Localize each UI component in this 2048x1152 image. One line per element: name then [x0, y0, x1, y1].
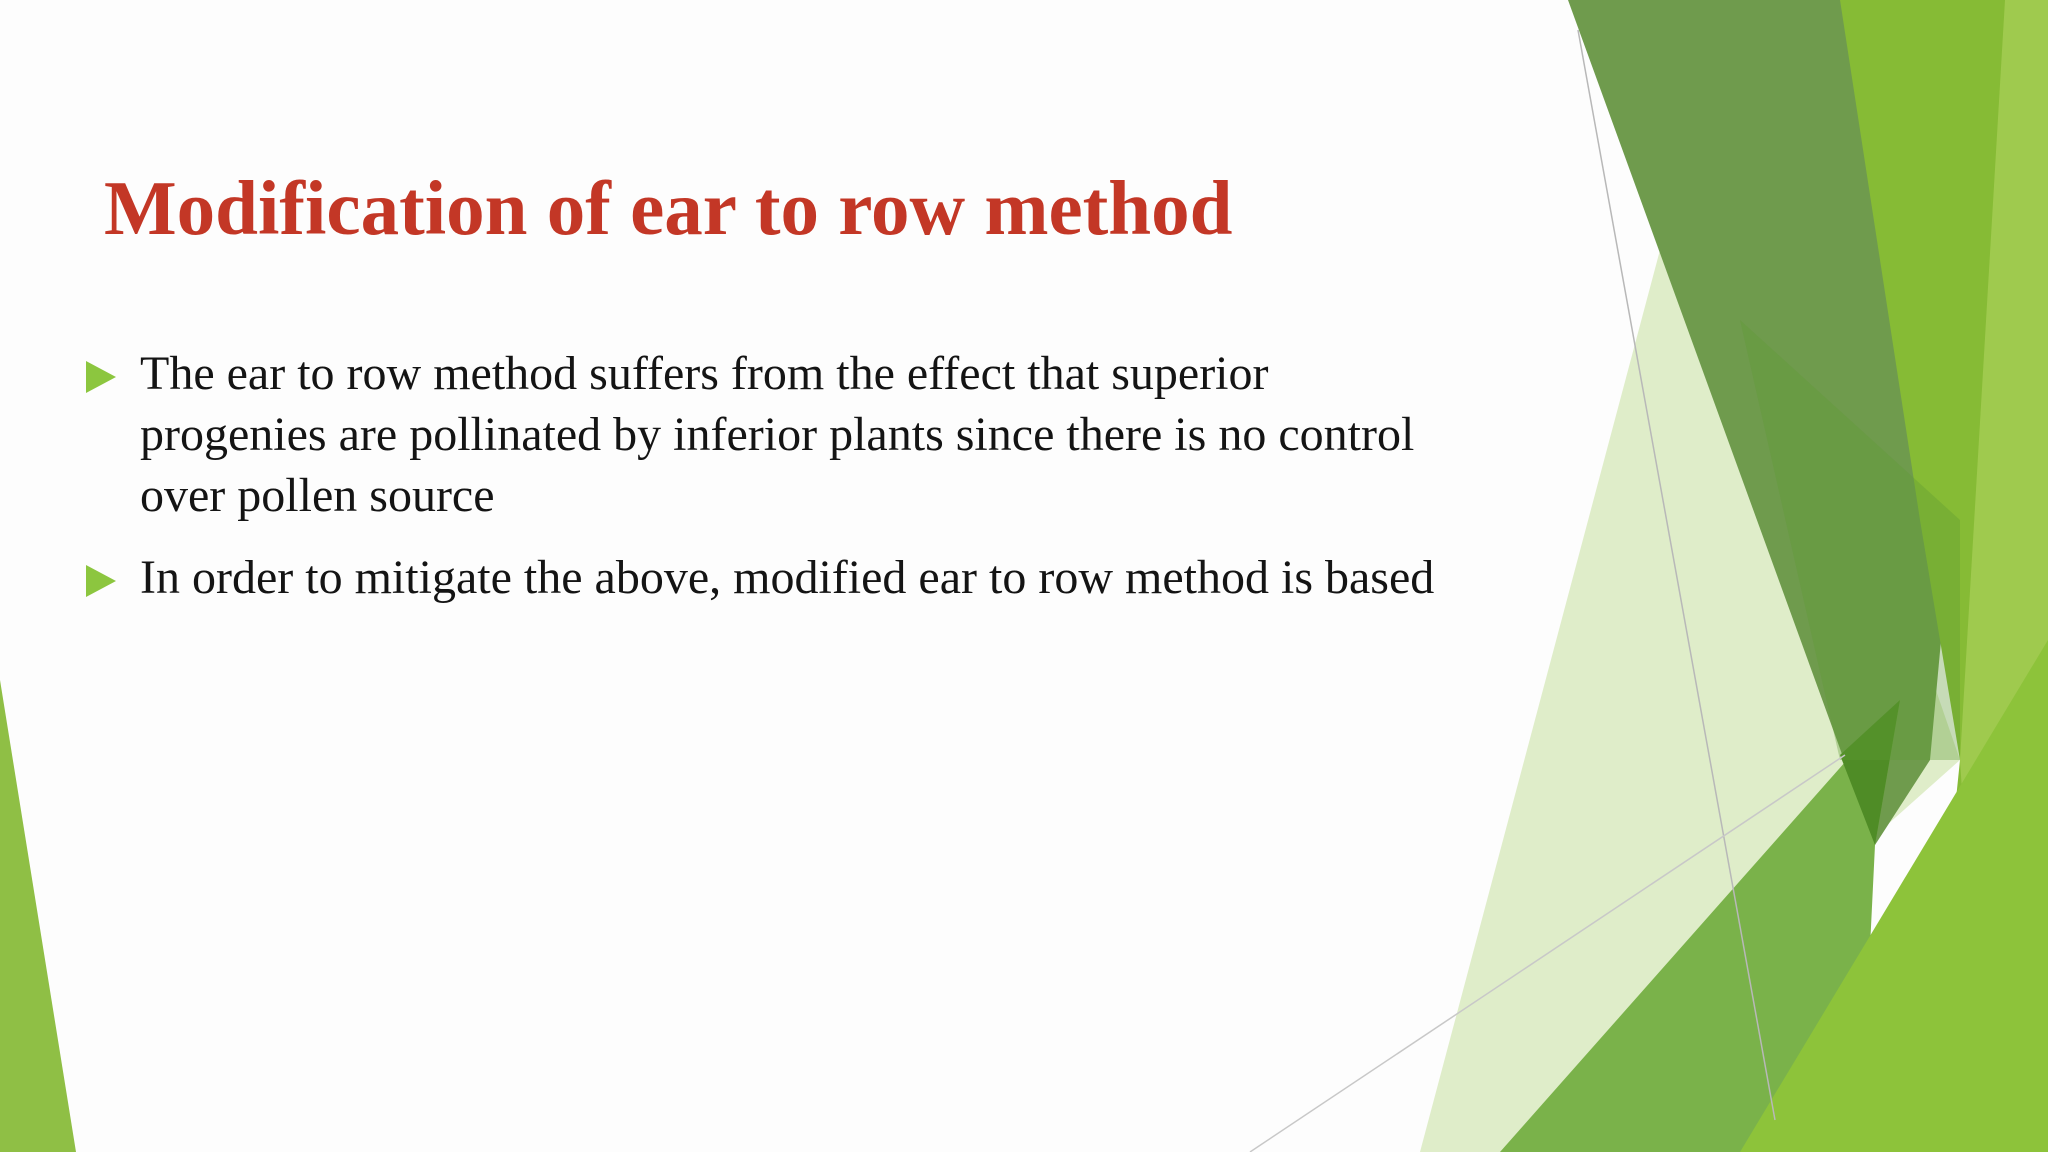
green-triangle-arrow-icon — [86, 361, 116, 393]
bullet-text: The ear to row method suffers from the effect that superior progenies are pollinated by inferior plants since there is no control over pollen source — [140, 347, 1415, 522]
green-triangle-arrow-icon — [86, 565, 116, 597]
bullet-item — [86, 547, 1466, 608]
slide-title: Modification of ear to row method — [104, 165, 1233, 251]
left-green-facet — [0, 680, 76, 1152]
bullet-list — [86, 343, 1466, 629]
bullet-item — [86, 343, 1466, 526]
bullet-text: In order to mitigate the above, modified ear to row method is based — [140, 551, 1435, 604]
